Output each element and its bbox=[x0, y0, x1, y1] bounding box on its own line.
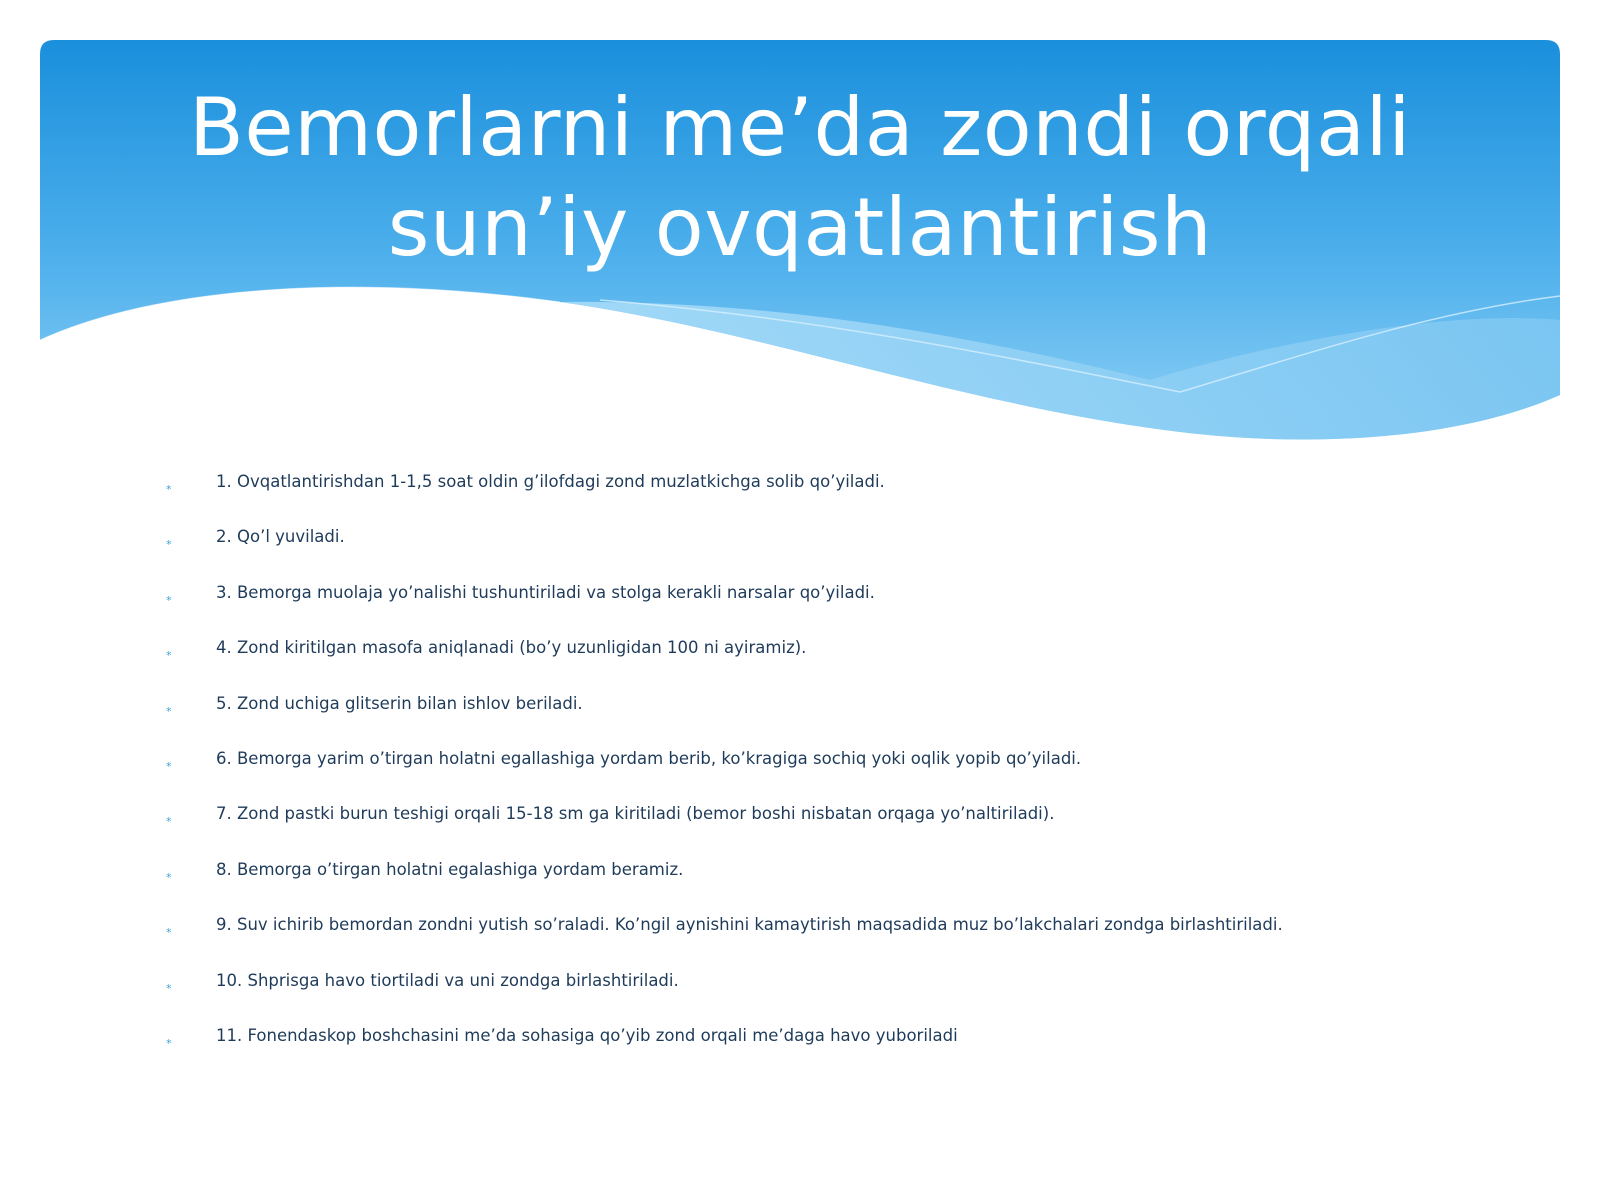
bullet-icon: * bbox=[166, 649, 172, 663]
step-text: 7. Zond pastki burun teshigi orqali 15-18 sm ga kiritiladi (bemor boshi nisbatan orqaga yo’naltiriladi). bbox=[216, 804, 1055, 824]
list-item bbox=[160, 581, 1480, 636]
list-item bbox=[160, 802, 1480, 857]
bullet-icon: * bbox=[166, 538, 172, 552]
step-text: 8. Bemorga o’tirgan holatni egalashiga yordam beramiz. bbox=[216, 859, 684, 879]
slide-title bbox=[40, 78, 1560, 278]
step-text: 4. Zond kiritilgan masofa aniqlanadi (bo’y uzunligidan 100 ni ayiramiz). bbox=[216, 638, 807, 658]
bullet-icon: * bbox=[166, 981, 172, 995]
bullet-icon: * bbox=[166, 704, 172, 718]
step-text: 11. Fonendaskop boshchasini me’da sohasiga qo’yib zond orqali me’daga havo yuboriladi bbox=[216, 1025, 958, 1045]
step-text: 2. Qo’l yuviladi. bbox=[216, 527, 345, 547]
bullet-icon: * bbox=[166, 870, 172, 884]
steps-list bbox=[160, 470, 1480, 1079]
list-item bbox=[160, 470, 1480, 525]
bullet-icon: * bbox=[166, 1036, 172, 1050]
list-item bbox=[160, 858, 1480, 913]
bullet-icon: * bbox=[166, 759, 172, 773]
list-item bbox=[160, 692, 1480, 747]
list-item bbox=[160, 969, 1480, 1024]
bullet-icon: * bbox=[166, 593, 172, 607]
list-item bbox=[160, 636, 1480, 691]
list-item bbox=[160, 747, 1480, 802]
step-text: 5. Zond uchiga glitserin bilan ishlov beriladi. bbox=[216, 693, 583, 713]
list-item bbox=[160, 525, 1480, 580]
list-item bbox=[160, 1024, 1480, 1079]
step-text: 6. Bemorga yarim o’tirgan holatni egallashiga yordam berib, ko’kragiga sochiq yoki oqlik yopib qo’yiladi. bbox=[216, 748, 1082, 768]
list-item bbox=[160, 913, 1480, 968]
title-line-2: sun’iy ovqatlantirish bbox=[387, 181, 1213, 274]
bullet-icon: * bbox=[166, 483, 172, 496]
step-text: 1. Ovqatlantirishdan 1-1,5 soat oldin g’ilofdagi zond muzlatkichga solib qo’yiladi. bbox=[216, 472, 885, 491]
bullet-icon: * bbox=[166, 926, 172, 940]
step-text: 9. Suv ichirib bemordan zondni yutish so’raladi. Ko’ngil aynishini kamaytirish maqsadida muz bo’lakchalari zondga birlashtiriladi. bbox=[216, 915, 1283, 935]
title-line-1: Bemorlarni me’da zondi orqali bbox=[188, 81, 1412, 174]
bullet-icon: * bbox=[166, 815, 172, 829]
step-text: 3. Bemorga muolaja yo’nalishi tushuntiriladi va stolga kerakli narsalar qo’yiladi. bbox=[216, 582, 875, 602]
step-text: 10. Shprisga havo tiortiladi va uni zondga birlashtiriladi. bbox=[216, 970, 679, 990]
